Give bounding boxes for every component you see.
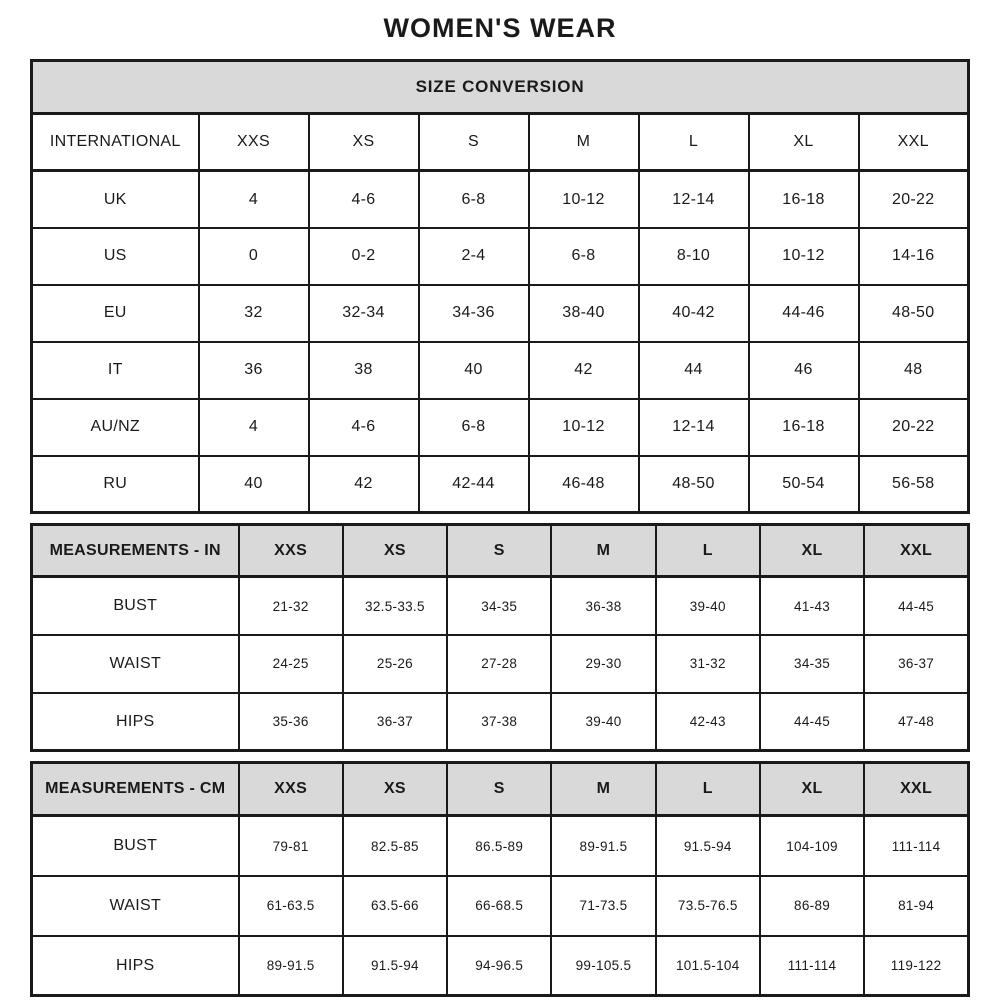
row-label-uk: UK bbox=[32, 171, 199, 228]
value-cell: 4 bbox=[199, 399, 309, 456]
measurements-cm-table-body bbox=[32, 763, 969, 996]
value-cell: 37-38 bbox=[447, 693, 551, 751]
value-cell: 42-43 bbox=[656, 693, 760, 751]
value-cell: 10-12 bbox=[529, 399, 639, 456]
column-header-s: S bbox=[447, 763, 551, 816]
column-header-xxl: XXL bbox=[864, 525, 968, 577]
measurements-cm-table bbox=[30, 761, 970, 997]
value-cell: 48-50 bbox=[639, 456, 749, 513]
row-label-it: IT bbox=[32, 342, 199, 399]
row-label-bust: BUST bbox=[32, 577, 239, 635]
column-header-l: L bbox=[639, 114, 749, 171]
value-cell: 21-32 bbox=[239, 577, 343, 635]
value-cell: 48-50 bbox=[859, 285, 969, 342]
value-cell: 14-16 bbox=[859, 228, 969, 285]
value-cell: 29-30 bbox=[551, 635, 655, 693]
value-cell: 71-73.5 bbox=[551, 876, 655, 936]
value-cell: 34-35 bbox=[447, 577, 551, 635]
value-cell: 34-35 bbox=[760, 635, 864, 693]
column-header-xxl: XXL bbox=[864, 763, 968, 816]
value-cell: 86-89 bbox=[760, 876, 864, 936]
table-row-waist bbox=[32, 876, 969, 936]
column-header-l: L bbox=[656, 763, 760, 816]
column-header-l: L bbox=[656, 525, 760, 577]
page-title: WOMEN'S WEAR bbox=[383, 13, 617, 43]
value-cell: 31-32 bbox=[656, 635, 760, 693]
value-cell: 25-26 bbox=[343, 635, 447, 693]
value-cell: 47-48 bbox=[864, 693, 968, 751]
column-header-m: M bbox=[529, 114, 639, 171]
table-row-uk bbox=[32, 171, 969, 228]
value-cell: 32.5-33.5 bbox=[343, 577, 447, 635]
row-label-bust: BUST bbox=[32, 816, 239, 876]
value-cell: 6-8 bbox=[529, 228, 639, 285]
column-header-xl: XL bbox=[760, 525, 864, 577]
column-header-measurements-in: MEASUREMENTS - IN bbox=[32, 525, 239, 577]
value-cell: 39-40 bbox=[551, 693, 655, 751]
value-cell: 66-68.5 bbox=[447, 876, 551, 936]
column-header-xxs: XXS bbox=[239, 763, 343, 816]
value-cell: 8-10 bbox=[639, 228, 749, 285]
column-header-xs: XS bbox=[309, 114, 419, 171]
value-cell: 32 bbox=[199, 285, 309, 342]
value-cell: 34-36 bbox=[419, 285, 529, 342]
value-cell: 91.5-94 bbox=[656, 816, 760, 876]
value-cell: 61-63.5 bbox=[239, 876, 343, 936]
value-cell: 119-122 bbox=[864, 936, 968, 996]
value-cell: 27-28 bbox=[447, 635, 551, 693]
value-cell: 38 bbox=[309, 342, 419, 399]
value-cell: 89-91.5 bbox=[239, 936, 343, 996]
value-cell: 39-40 bbox=[656, 577, 760, 635]
column-header-xs: XS bbox=[343, 525, 447, 577]
value-cell: 40 bbox=[199, 456, 309, 513]
value-cell: 16-18 bbox=[749, 399, 859, 456]
table-row-bust bbox=[32, 577, 969, 635]
value-cell: 44-45 bbox=[760, 693, 864, 751]
value-cell: 111-114 bbox=[864, 816, 968, 876]
value-cell: 10-12 bbox=[529, 171, 639, 228]
value-cell: 0 bbox=[199, 228, 309, 285]
value-cell: 10-12 bbox=[749, 228, 859, 285]
table-row-waist bbox=[32, 635, 969, 693]
measurements-in-table-body bbox=[32, 525, 969, 751]
column-header-xxs: XXS bbox=[239, 525, 343, 577]
value-cell: 89-91.5 bbox=[551, 816, 655, 876]
column-header-s: S bbox=[447, 525, 551, 577]
row-label-hips: HIPS bbox=[32, 693, 239, 751]
row-label-waist: WAIST bbox=[32, 876, 239, 936]
table-row-hips bbox=[32, 936, 969, 996]
table-row-bust bbox=[32, 816, 969, 876]
table-row-us bbox=[32, 228, 969, 285]
value-cell: 82.5-85 bbox=[343, 816, 447, 876]
measurements-in-table bbox=[30, 523, 970, 752]
value-cell: 94-96.5 bbox=[447, 936, 551, 996]
value-cell: 36-38 bbox=[551, 577, 655, 635]
value-cell: 42 bbox=[529, 342, 639, 399]
value-cell: 50-54 bbox=[749, 456, 859, 513]
value-cell: 73.5-76.5 bbox=[656, 876, 760, 936]
value-cell: 36 bbox=[199, 342, 309, 399]
value-cell: 104-109 bbox=[760, 816, 864, 876]
column-header-international: INTERNATIONAL bbox=[32, 114, 199, 171]
row-label-us: US bbox=[32, 228, 199, 285]
value-cell: 40 bbox=[419, 342, 529, 399]
value-cell: 20-22 bbox=[859, 399, 969, 456]
row-label-eu: EU bbox=[32, 285, 199, 342]
column-header-xxl: XXL bbox=[859, 114, 969, 171]
value-cell: 42-44 bbox=[419, 456, 529, 513]
value-cell: 0-2 bbox=[309, 228, 419, 285]
column-header-xl: XL bbox=[760, 763, 864, 816]
value-cell: 46 bbox=[749, 342, 859, 399]
value-cell: 81-94 bbox=[864, 876, 968, 936]
value-cell: 91.5-94 bbox=[343, 936, 447, 996]
value-cell: 12-14 bbox=[639, 171, 749, 228]
table-row-hips bbox=[32, 693, 969, 751]
table-row-au-nz bbox=[32, 399, 969, 456]
value-cell: 36-37 bbox=[864, 635, 968, 693]
value-cell: 86.5-89 bbox=[447, 816, 551, 876]
column-header-measurements-cm: MEASUREMENTS - CM bbox=[32, 763, 239, 816]
column-header-m: M bbox=[551, 525, 655, 577]
value-cell: 16-18 bbox=[749, 171, 859, 228]
value-cell: 99-105.5 bbox=[551, 936, 655, 996]
row-label-ru: RU bbox=[32, 456, 199, 513]
row-label-hips: HIPS bbox=[32, 936, 239, 996]
value-cell: 20-22 bbox=[859, 171, 969, 228]
value-cell: 42 bbox=[309, 456, 419, 513]
value-cell: 63.5-66 bbox=[343, 876, 447, 936]
value-cell: 4-6 bbox=[309, 171, 419, 228]
value-cell: 6-8 bbox=[419, 171, 529, 228]
value-cell: 44-46 bbox=[749, 285, 859, 342]
table-banner-size-conversion: SIZE CONVERSION bbox=[32, 61, 969, 114]
table-row-ru bbox=[32, 456, 969, 513]
value-cell: 6-8 bbox=[419, 399, 529, 456]
value-cell: 44-45 bbox=[864, 577, 968, 635]
value-cell: 2-4 bbox=[419, 228, 529, 285]
value-cell: 36-37 bbox=[343, 693, 447, 751]
value-cell: 79-81 bbox=[239, 816, 343, 876]
value-cell: 35-36 bbox=[239, 693, 343, 751]
value-cell: 40-42 bbox=[639, 285, 749, 342]
row-label-waist: WAIST bbox=[32, 635, 239, 693]
value-cell: 44 bbox=[639, 342, 749, 399]
value-cell: 46-48 bbox=[529, 456, 639, 513]
value-cell: 111-114 bbox=[760, 936, 864, 996]
column-header-xs: XS bbox=[343, 763, 447, 816]
value-cell: 24-25 bbox=[239, 635, 343, 693]
value-cell: 48 bbox=[859, 342, 969, 399]
value-cell: 38-40 bbox=[529, 285, 639, 342]
value-cell: 41-43 bbox=[760, 577, 864, 635]
value-cell: 101.5-104 bbox=[656, 936, 760, 996]
value-cell: 32-34 bbox=[309, 285, 419, 342]
column-header-xl: XL bbox=[749, 114, 859, 171]
row-label-au-nz: AU/NZ bbox=[32, 399, 199, 456]
value-cell: 4 bbox=[199, 171, 309, 228]
value-cell: 12-14 bbox=[639, 399, 749, 456]
table-row-eu bbox=[32, 285, 969, 342]
size-conversion-table bbox=[30, 59, 970, 514]
column-header-s: S bbox=[419, 114, 529, 171]
value-cell: 4-6 bbox=[309, 399, 419, 456]
value-cell: 56-58 bbox=[859, 456, 969, 513]
column-header-m: M bbox=[551, 763, 655, 816]
size-conversion-table-body bbox=[32, 61, 969, 513]
table-row-it bbox=[32, 342, 969, 399]
column-header-xxs: XXS bbox=[199, 114, 309, 171]
